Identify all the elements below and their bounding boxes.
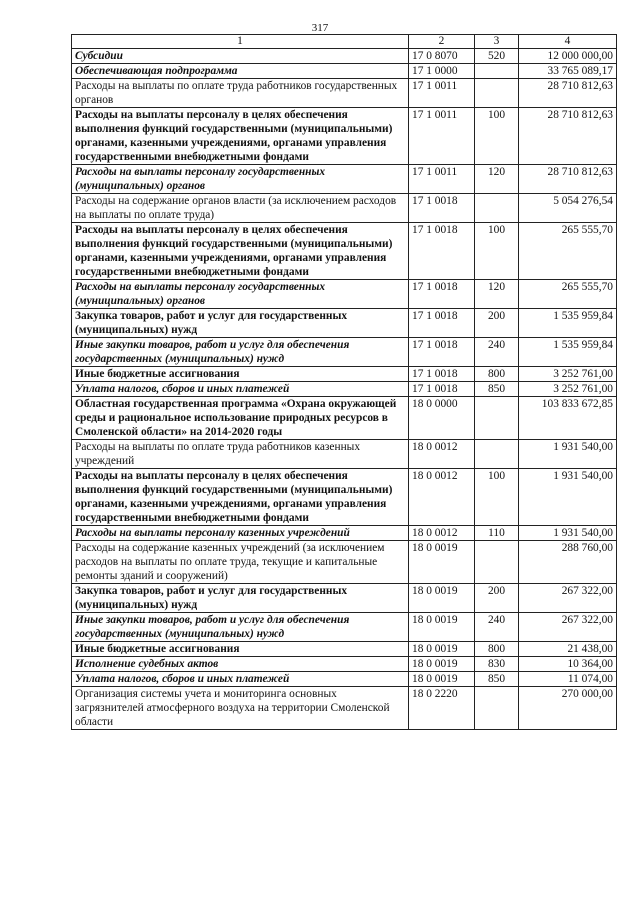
row-name-cell: Расходы на выплаты персоналу казенных учреждений [72, 526, 409, 541]
table-row [72, 584, 617, 613]
row-expense-type-cell: 800 [475, 642, 519, 657]
row-code-cell: 17 1 0018 [409, 309, 475, 338]
row-amount-cell: 1 535 959,84 [519, 309, 617, 338]
table-row [72, 280, 617, 309]
row-code-cell: 18 0 0019 [409, 541, 475, 584]
row-name-cell: Уплата налогов, сборов и иных платежей [72, 382, 409, 397]
row-code-cell: 18 0 0012 [409, 440, 475, 469]
row-code-cell: 17 1 0000 [409, 64, 475, 79]
row-code-cell: 18 0 2220 [409, 687, 475, 730]
row-expense-type-cell [475, 79, 519, 108]
row-name-cell: Иные закупки товаров, работ и услуг для обеспечения государственных (муниципальных) нужд [72, 613, 409, 642]
row-code-cell: 17 1 0011 [409, 79, 475, 108]
row-code-cell: 17 1 0018 [409, 382, 475, 397]
row-expense-type-cell: 850 [475, 672, 519, 687]
row-expense-type-cell: 800 [475, 367, 519, 382]
row-amount-cell: 28 710 812,63 [519, 79, 617, 108]
table-row [72, 613, 617, 642]
row-amount-cell: 12 000 000,00 [519, 49, 617, 64]
row-amount-cell: 1 931 540,00 [519, 526, 617, 541]
row-code-cell: 17 0 8070 [409, 49, 475, 64]
row-expense-type-cell [475, 687, 519, 730]
row-code-cell: 18 0 0019 [409, 584, 475, 613]
row-expense-type-cell: 100 [475, 108, 519, 165]
row-amount-cell: 3 252 761,00 [519, 382, 617, 397]
row-name-cell: Расходы на содержание казенных учреждений (за исключением расходов на выплаты по оплате труда, текущие и капитальные ремонты зданий и сооружений) [72, 541, 409, 584]
row-amount-cell: 33 765 089,17 [519, 64, 617, 79]
table-row [72, 541, 617, 584]
row-amount-cell: 1 931 540,00 [519, 469, 617, 526]
row-code-cell: 17 1 0018 [409, 338, 475, 367]
row-expense-type-cell: 110 [475, 526, 519, 541]
row-name-cell: Расходы на выплаты персоналу государственных (муниципальных) органов [72, 165, 409, 194]
budget-table [71, 34, 617, 730]
row-name-cell: Расходы на выплаты персоналу государственных (муниципальных) органов [72, 280, 409, 309]
header-col-4: 4 [519, 35, 617, 49]
row-expense-type-cell: 850 [475, 382, 519, 397]
table-row [72, 165, 617, 194]
row-name-cell: Иные закупки товаров, работ и услуг для обеспечения государственных (муниципальных) нужд [72, 338, 409, 367]
row-expense-type-cell: 830 [475, 657, 519, 672]
row-name-cell: Расходы на выплаты персоналу в целях обеспечения выполнения функций государственными (муниципальными) органами, казенными учреждениями, органами управления государственными внебюджетными фондами [72, 469, 409, 526]
row-code-cell: 17 1 0018 [409, 367, 475, 382]
page-number: 317 [311, 22, 329, 34]
table-row [72, 440, 617, 469]
row-expense-type-cell [475, 397, 519, 440]
row-amount-cell: 1 931 540,00 [519, 440, 617, 469]
row-expense-type-cell: 520 [475, 49, 519, 64]
table-row [72, 687, 617, 730]
table-row [72, 338, 617, 367]
row-code-cell: 18 0 0019 [409, 613, 475, 642]
row-name-cell: Расходы на выплаты персоналу в целях обеспечения выполнения функций государственными (муниципальными) органами, казенными учреждениями, органами управления государственными внебюджетными фондами [72, 108, 409, 165]
row-name-cell: Расходы на выплаты по оплате труда работников государственных органов [72, 79, 409, 108]
row-expense-type-cell: 100 [475, 469, 519, 526]
row-expense-type-cell [475, 440, 519, 469]
table-row [72, 469, 617, 526]
header-col-3: 3 [475, 35, 519, 49]
row-code-cell: 17 1 0011 [409, 108, 475, 165]
row-code-cell: 18 0 0012 [409, 469, 475, 526]
table-row [72, 64, 617, 79]
header-col-2: 2 [409, 35, 475, 49]
header-col-1: 1 [72, 35, 409, 49]
table-row [72, 672, 617, 687]
row-name-cell: Расходы на выплаты персоналу в целях обеспечения выполнения функций государственными (муниципальными) органами, казенными учреждениями, органами управления государственными внебюджетными фондами [72, 223, 409, 280]
row-name-cell: Субсидии [72, 49, 409, 64]
row-expense-type-cell: 200 [475, 309, 519, 338]
row-name-cell: Иные бюджетные ассигнования [72, 367, 409, 382]
row-amount-cell: 267 322,00 [519, 584, 617, 613]
header-row [72, 35, 617, 49]
table-row [72, 526, 617, 541]
row-amount-cell: 11 074,00 [519, 672, 617, 687]
table-row [72, 49, 617, 64]
table-row [72, 657, 617, 672]
row-expense-type-cell: 200 [475, 584, 519, 613]
row-name-cell: Уплата налогов, сборов и иных платежей [72, 672, 409, 687]
row-name-cell: Закупка товаров, работ и услуг для государственных (муниципальных) нужд [72, 309, 409, 338]
row-name-cell: Иные бюджетные ассигнования [72, 642, 409, 657]
row-code-cell: 17 1 0018 [409, 194, 475, 223]
table-row [72, 194, 617, 223]
row-code-cell: 17 1 0011 [409, 165, 475, 194]
table-row [72, 108, 617, 165]
table-row [72, 79, 617, 108]
row-code-cell: 18 0 0012 [409, 526, 475, 541]
row-code-cell: 17 1 0018 [409, 280, 475, 309]
row-amount-cell: 28 710 812,63 [519, 108, 617, 165]
table-row [72, 309, 617, 338]
row-code-cell: 17 1 0018 [409, 223, 475, 280]
row-name-cell: Обеспечивающая подпрограмма [72, 64, 409, 79]
table-row [72, 223, 617, 280]
row-code-cell: 18 0 0019 [409, 642, 475, 657]
table-row [72, 397, 617, 440]
row-amount-cell: 21 438,00 [519, 642, 617, 657]
row-name-cell: Организация системы учета и мониторинга основных загрязнителей атмосферного воздуха на территории Смоленской области [72, 687, 409, 730]
row-name-cell: Закупка товаров, работ и услуг для государственных (муниципальных) нужд [72, 584, 409, 613]
row-amount-cell: 267 322,00 [519, 613, 617, 642]
row-amount-cell: 3 252 761,00 [519, 367, 617, 382]
row-expense-type-cell: 240 [475, 613, 519, 642]
row-amount-cell: 5 054 276,54 [519, 194, 617, 223]
row-amount-cell: 103 833 672,85 [519, 397, 617, 440]
table-row [72, 382, 617, 397]
table-row [72, 367, 617, 382]
row-name-cell: Расходы на содержание органов власти (за исключением расходов на выплаты по оплате труда) [72, 194, 409, 223]
row-amount-cell: 265 555,70 [519, 280, 617, 309]
row-code-cell: 18 0 0019 [409, 657, 475, 672]
row-code-cell: 18 0 0019 [409, 672, 475, 687]
row-name-cell: Исполнение судебных актов [72, 657, 409, 672]
row-expense-type-cell [475, 64, 519, 79]
row-name-cell: Расходы на выплаты по оплате труда работников казенных учреждений [72, 440, 409, 469]
row-expense-type-cell: 120 [475, 165, 519, 194]
row-expense-type-cell: 120 [475, 280, 519, 309]
row-expense-type-cell [475, 541, 519, 584]
row-name-cell: Областная государственная программа «Охрана окружающей среды и рациональное использование природных ресурсов в Смоленской области» на 2014-2020 годы [72, 397, 409, 440]
row-amount-cell: 270 000,00 [519, 687, 617, 730]
row-amount-cell: 265 555,70 [519, 223, 617, 280]
row-expense-type-cell [475, 194, 519, 223]
row-amount-cell: 10 364,00 [519, 657, 617, 672]
table-body [72, 49, 617, 730]
row-amount-cell: 288 760,00 [519, 541, 617, 584]
row-expense-type-cell: 240 [475, 338, 519, 367]
row-expense-type-cell: 100 [475, 223, 519, 280]
row-amount-cell: 28 710 812,63 [519, 165, 617, 194]
row-code-cell: 18 0 0000 [409, 397, 475, 440]
row-amount-cell: 1 535 959,84 [519, 338, 617, 367]
table-row [72, 642, 617, 657]
